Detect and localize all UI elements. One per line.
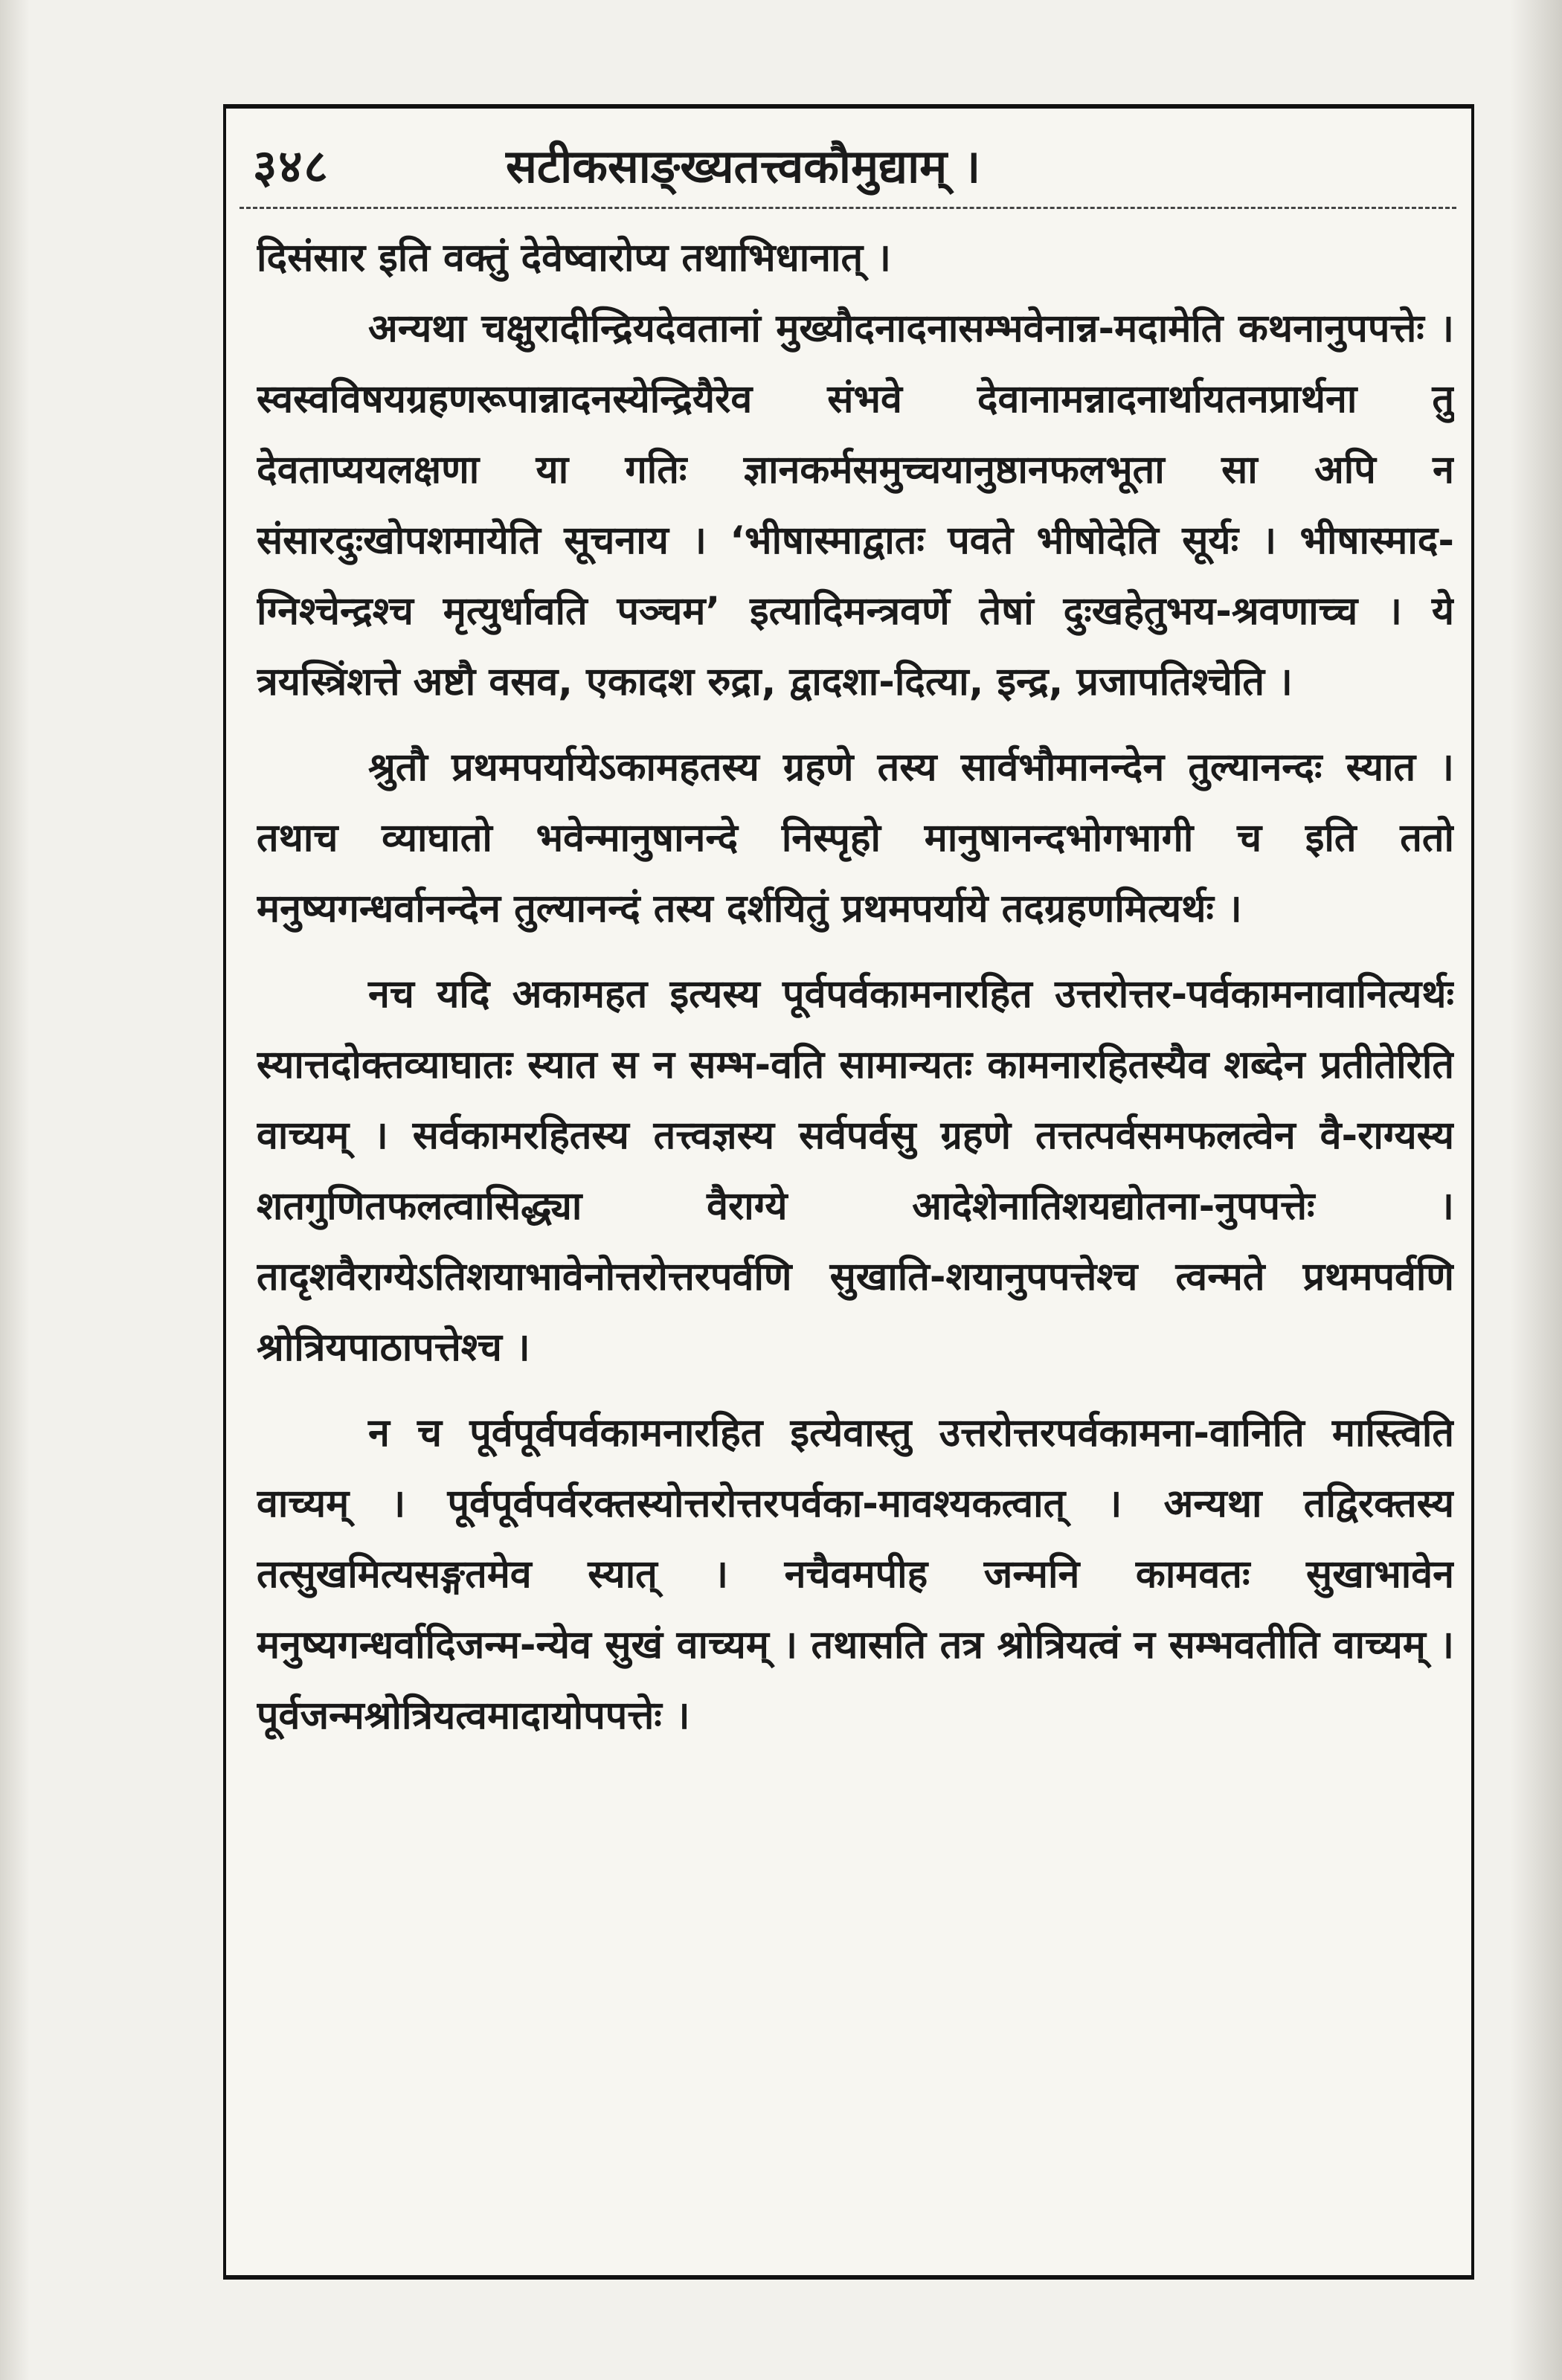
scan-edge-left (0, 0, 30, 2380)
scan-edge-right (1510, 0, 1562, 2380)
paragraph: नच यदि अकामहत इत्यस्य पूर्वपर्वकामनारहित उत्तरोत्तर-पर्वकामनावानित्यर्थः स्यात्तदोक्तव्याघातः स्यात स न सम्भ-वति सामान्यतः कामनारहितस्यैव शब्देन प्रतीतेरिति वाच्यम् । सर्वकामरहितस्य तत्त्वज्ञस्य सर्वपर्वसु ग्रहणे तत्तत्पर्वसमफलत्वेन वै-राग्यस्य शतगुणितफलत्वासिद्ध्या वैराग्ये आदेशेनातिशयद्योतना-नुपपत्तेः । तादृशवैराग्येऽतिशयाभावेनोत्तरोत्तरपर्वणि सुखाति-शयानुपपत्तेश्च त्वन्मते प्रथमपर्वणि श्रोत्रियपाठापत्तेश्च । (257, 972, 1454, 1370)
running-title: सटीकसाङ्ख्यतत्त्वकौमुद्याम् । (506, 139, 981, 193)
paragraph: दिसंसार इति वक्तुं देवेष्वारोप्य तथाभिधानात् । (257, 236, 891, 280)
body-text (257, 223, 1454, 2261)
header-rule (240, 207, 1456, 209)
paragraph: श्रुतौ प्रथमपर्यायेऽकामहतस्य ग्रहणे तस्य सार्वभौमानन्देन तुल्यानन्दः स्यात । तथाच व्याघातो भवेन्मानुषानन्दे निस्पृहो मानुषानन्दभोगभागी च इति ततो मनुष्यगन्धर्वानन्देन तुल्यानन्दं तस्य दर्शयितुं प्रथमपर्याये तदग्रहणमित्यर्थः । (257, 745, 1454, 931)
paragraph: अन्यथा चक्षुरादीन्द्रियदेवतानां मुख्यौदनादनासम्भवेनान्न-मदामेति कथनानुपपत्तेः । स्वस्वविषयग्रहणरूपान्नादनस्येन्द्रियैरेव संभवे देवानामन्नादनार्थायतनप्रार्थना तु देवताप्ययलक्षणा या गतिः ज्ञानकर्मसमुच्चयानुष्ठानफलभूता सा अपि न संसारदुःखोपशमायेति सूचनाय । ‘भीषास्माद्वातः पवते भीषोदेति सूर्यः । भीषास्माद-ग्निश्चेन्द्रश्च मृत्युर्धावति पञ्चम’ इत्यादिमन्त्रवर्णे तेषां दुःखहेतुभय-श्रवणाच्च । ये त्रयस्त्रिंशत्ते अष्टौ वसव, एकादश रुद्रा, द्वादशा-दित्या, इन्द्र, प्रजापतिश्चेति । (257, 306, 1454, 704)
page-number: ३४८ (253, 139, 330, 193)
paragraph: न च पूर्वपूर्वपर्वकामनारहित इत्येवास्तु उत्तरोत्तरपर्वकामना-वानिति मास्त्विति वाच्यम् । पूर्वपूर्वपर्वरक्तस्योत्तरोत्तरपर्वका-मावश्यकत्वात् । अन्यथा तद्विरक्तस्य तत्सुखमित्यसङ्गतमेव स्यात् । नचैवमपीह जन्मनि कामवतः सुखाभावेन मनुष्यगन्धर्वादिजन्म-न्येव सुखं वाच्यम् । तथासति तत्र श्रोत्रियत्वं न सम्भवतीति वाच्यम् । पूर्वजन्मश्रोत्रियत्वमादायोपपत्तेः । (257, 1411, 1454, 1738)
page-header (223, 126, 1474, 208)
